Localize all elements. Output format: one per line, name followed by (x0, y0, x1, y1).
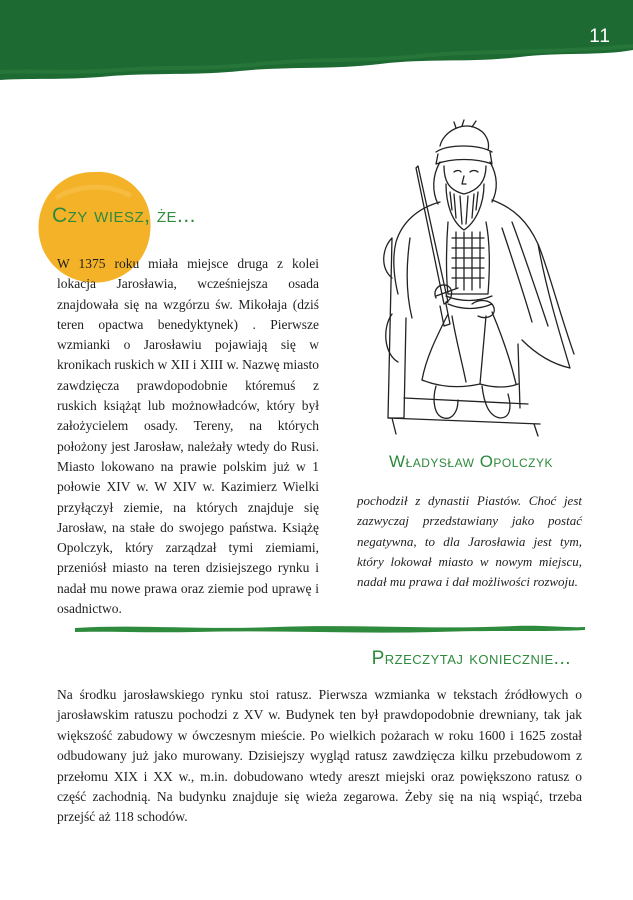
portrait-description: pochodził z dynastii Piastów. Choć jest zazwyczaj przedstawiany jako postać negatywna, to dla Jarosławia jest tym, który lokował miasto w nowym miejscu, nadał mu prawa i dał możliwości rozwoju. (357, 493, 582, 590)
did-you-know-text: W 1375 roku miała miejsce druga z kolei lokacja Jarosławia, wcześniejsza osada znajdowała się na wzgórzu św. Mikołaja (dziś teren opactwa benedyktynek) . Pierwsze wzmianki o Jarosławiu pojawiają się w kronikach ruskich w XII i XIII w. Nazwę miasto zawdzięcza prawdopodobnie któremuś z ruskich książąt lub możnowładców, który był założycielem osady. Tereny, na których położony jest Jarosław, należały wtedy do Rusi. Miasto lokowano na prawie polskim już w 1 połowie XIV w. W XIV w. Kazimierz Wielki przyłączył ziemie, na których znajduje się Jarosław, na stałe do swojego państwa. Książę Opolczyk, który zarządzał tymi ziemiami, przeniósł miasto na teren dzisiejszego rynku i nadał mu nowe prawa oraz ziemie pod uprawę i osadnictwo. (57, 256, 319, 617)
page-number: 11 (589, 26, 611, 47)
must-read-text: Na środku jarosławskiego rynku stoi ratusz. Pierwsza wzmianka w tekstach źródłowych o jarosławskim ratuszu pochodzi z XV w. Budynek ten był prawdopodobnie drewniany, tak jak większość zabudowy w ówczesnym mieście. Po wielkich pożarach w roku 1600 i 1625 został odbudowany już jako murowany. Dzisiejszy wygląd ratusz zawdzięcza kilku przebudowom z przełomu XIX i XX w., m.in. dobudowano wtedy areszt miejski oraz powiększono ratusz o część zachodnią. Na budynku znajduje się wieża zegarowa. Żeby się na nią wspiąć, trzeba przejść aż 118 schodów. (57, 687, 582, 825)
must-read-title: Przeczytaj koniecznie... (371, 648, 571, 669)
portrait-caption: Władysław Opolczyk (389, 452, 553, 471)
duke-portrait-illustration (352, 118, 578, 438)
header-band (0, 0, 633, 80)
did-you-know-title: Czy wiesz, że... (52, 204, 197, 227)
brush-divider (75, 622, 585, 634)
